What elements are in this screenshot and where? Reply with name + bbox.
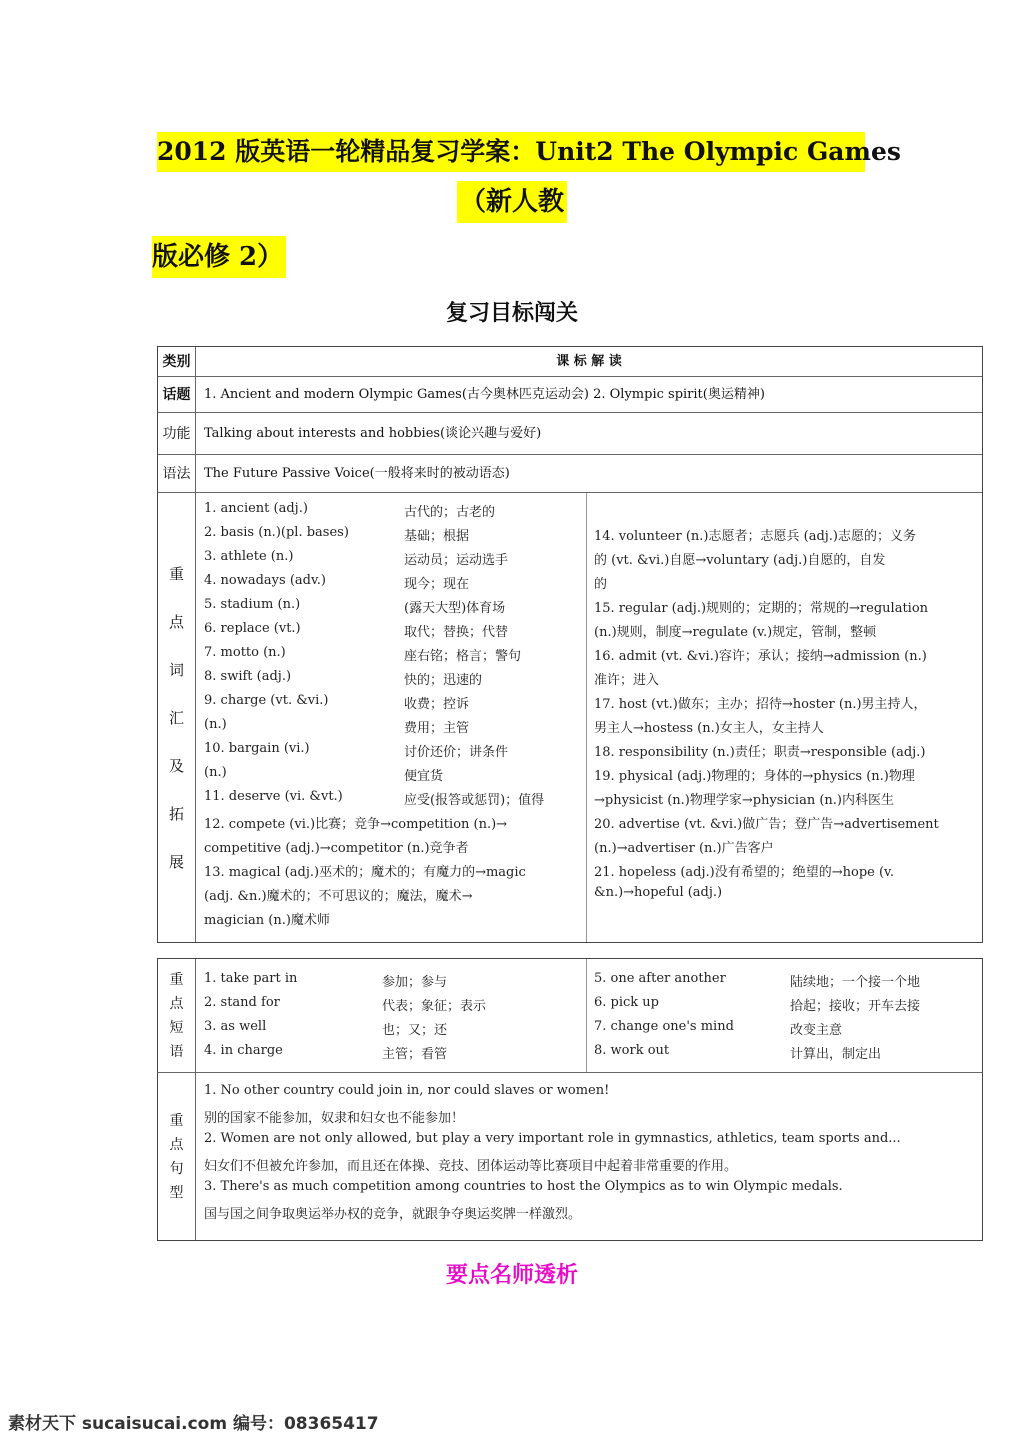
phrases-column-divider	[586, 959, 587, 1072]
vocab-word-family: 12. compete (vi.)比赛；竞争→competition (n.)→	[204, 817, 508, 832]
function-text: Talking about interests and hobbies(谈论兴趣与爱好)	[204, 426, 542, 441]
vocab-word-family: →physicist (n.)物理学家→physician (n.)内科医生	[594, 793, 894, 808]
vocab-meaning: 应受(报答或惩罚)；值得	[404, 793, 545, 808]
sentences-label-char: 重	[169, 1112, 184, 1129]
grammar-text: The Future Passive Voice(一般将来时的被动语态)	[204, 466, 510, 481]
grammar-label: 语法	[158, 455, 196, 492]
vocab-word: 4. nowadays (adv.)	[204, 573, 326, 588]
vocab-word-family: 13. magical (adj.)巫术的；魔术的；有魔力的→magic	[204, 865, 526, 880]
vocab-column-divider	[586, 493, 587, 942]
phrase-meaning: 陆续地；一个接一个地	[790, 975, 921, 990]
phrases-label	[158, 959, 196, 1072]
phrase-meaning: 主管；看管	[382, 1047, 448, 1062]
vocab-word: 7. motto (n.)	[204, 645, 286, 660]
vocab-label-char: 重	[168, 564, 184, 583]
sentence-line: 2. Women are not only allowed, but play a very important role in gymnastics, athletics, team sports and...	[204, 1131, 901, 1146]
watermark: 素材天下 sucaisucai.com 编号：08365417	[8, 1414, 379, 1434]
phrase-item: 6. pick up	[594, 995, 659, 1010]
vocab-meaning: 运动员；运动选手	[404, 553, 509, 568]
vocab-word-family: 18. responsibility (n.)责任；职责→responsible (adj.)	[594, 745, 926, 760]
function-label: 功能	[158, 413, 196, 454]
grammar-row	[158, 455, 982, 493]
vocab-label-char: 及	[168, 756, 184, 775]
vocab-word: (n.)	[204, 765, 227, 780]
vocab-word-family: competitive (adj.)→competitor (n.)竞争者	[204, 841, 469, 856]
vocab-meaning: 取代；替换；代替	[404, 625, 509, 640]
section-heading: 复习目标闯关	[445, 301, 578, 326]
vocab-word-family: 14. volunteer (n.)志愿者；志愿兵 (adj.)志愿的；义务	[594, 529, 916, 544]
topic-text: 1. Ancient and modern Olympic Games(古今奥林匹克运动会) 2. Olympic spirit(奥运精神)	[204, 387, 765, 402]
header-category: 类别	[158, 347, 196, 376]
topic-row	[158, 377, 982, 413]
vocab-word: (n.)	[204, 717, 227, 732]
sentences-label-char: 点	[169, 1136, 184, 1153]
vocab-label-char: 汇	[168, 708, 184, 727]
sentence-line: 妇女们不但被允许参加，而且还在体操、竞技、团体运动等比赛项目中起着非常重要的作用。	[204, 1159, 738, 1174]
vocab-word-family: magician (n.)魔术师	[204, 913, 330, 928]
sentence-line: 别的国家不能参加，奴隶和妇女也不能参加！	[204, 1111, 465, 1126]
phrase-item: 3. as well	[204, 1019, 267, 1034]
vocab-meaning: 古代的；古老的	[404, 505, 496, 520]
phrase-item: 2. stand for	[204, 995, 280, 1010]
sentence-line: 1. No other country could join in, nor could slaves or women!	[204, 1083, 610, 1098]
phrase-meaning: 代表；象征；表示	[382, 999, 487, 1014]
sentence-line: 国与国之间争取奥运举办权的竞争，就跟争夺奥运奖牌一样激烈。	[204, 1207, 582, 1222]
vocab-word-family: 19. physical (adj.)物理的；身体的→physics (n.)物理	[594, 769, 915, 784]
vocab-meaning: 座右铭；格言；警句	[404, 649, 522, 664]
phrase-meaning: 拾起；接收；开车去接	[790, 999, 921, 1014]
phrases-label-char: 重	[169, 971, 184, 988]
phrase-item: 5. one after another	[594, 971, 726, 986]
doc-title-line2: （新人教	[457, 181, 567, 223]
vocab-meaning: (露天大型)体育场	[404, 601, 506, 616]
vocab-word: 8. swift (adj.)	[204, 669, 292, 684]
vocab-label-char: 点	[168, 612, 184, 631]
vocab-row	[158, 493, 982, 942]
vocab-word-family: (n.)规则，制度→regulate (v.)规定，管制，整顿	[594, 625, 877, 640]
phrases-label-char: 语	[169, 1043, 184, 1060]
vocab-word: 3. athlete (n.)	[204, 549, 294, 564]
vocab-word-family: &n.)→hopeful (adj.)	[594, 885, 723, 900]
vocab-meaning: 费用；主管	[404, 721, 470, 736]
vocab-word-family: 17. host (vt.)做东；主办；招待→hoster (n.)男主持人，	[594, 697, 927, 712]
vocab-word: 6. replace (vt.)	[204, 621, 301, 636]
vocab-meaning: 便宜货	[404, 769, 444, 784]
function-row	[158, 413, 982, 455]
sentences-label	[158, 1073, 196, 1240]
vocab-label-char: 词	[168, 660, 184, 679]
vocab-word: 11. deserve (vi. &vt.)	[204, 789, 343, 804]
sentence-line: 3. There's as much competition among countries to host the Olympics as to win Olympic medals.	[204, 1179, 843, 1194]
vocab-label	[158, 493, 196, 942]
vocab-word-family: 21. hopeless (adj.)没有希望的；绝望的→hope (v.	[594, 865, 894, 880]
vocab-word: 5. stadium (n.)	[204, 597, 301, 612]
vocab-meaning: 快的；迅速的	[404, 673, 483, 688]
vocab-word-family: (adj. &n.)魔术的；不可思议的；魔法，魔术→	[204, 889, 473, 904]
vocab-word: 2. basis (n.)(pl. bases)	[204, 525, 349, 540]
vocab-word-family: (n.)→advertiser (n.)广告客户	[594, 841, 774, 856]
phrase-meaning: 计算出，制定出	[790, 1047, 882, 1062]
vocab-word-family: 的	[594, 577, 608, 592]
vocab-word-family: 的 (vt. &vi.)自愿→voluntary (adj.)自愿的，自发	[594, 553, 886, 568]
footer-heading: 要点名师透析	[445, 1263, 578, 1288]
vocab-word-family: 男主人→hostess (n.)女主人，女主持人	[594, 721, 824, 736]
vocab-word: 1. ancient (adj.)	[204, 501, 308, 516]
vocab-word: 10. bargain (vi.)	[204, 741, 310, 756]
objectives-table	[157, 346, 983, 943]
phrases-label-char: 点	[169, 995, 184, 1012]
phrase-meaning: 改变主意	[790, 1023, 843, 1038]
vocab-word-family: 15. regular (adj.)规则的；定期的；常规的→regulation	[594, 601, 929, 616]
phrase-meaning: 也；又；还	[382, 1023, 448, 1038]
vocab-meaning: 讨价还价；讲条件	[404, 745, 509, 760]
vocab-label-char: 拓	[168, 804, 184, 823]
sentences-label-char: 型	[169, 1184, 184, 1201]
doc-title-line3: 版必修 2）	[152, 236, 286, 278]
header-content: 课 标 解 读	[556, 354, 622, 369]
phrases-label-char: 短	[169, 1019, 184, 1036]
sentences-label-char: 句	[169, 1160, 184, 1177]
vocab-word-family: 16. admit (vt. &vi.)容许；承认；接纳→admission (n.)	[594, 649, 927, 664]
phrase-item: 7. change one's mind	[594, 1019, 734, 1034]
vocab-label-char: 展	[168, 852, 184, 871]
vocab-word-family: 准许；进入	[594, 673, 660, 688]
vocab-meaning: 现今；现在	[404, 577, 470, 592]
vocab-meaning: 基础；根据	[404, 529, 470, 544]
phrase-meaning: 参加；参与	[382, 975, 448, 990]
phrases-table	[157, 958, 983, 1073]
topic-label: 话题	[158, 377, 196, 412]
phrase-item: 4. in charge	[204, 1043, 283, 1058]
sentences-table	[157, 1073, 983, 1241]
doc-title-line1: 2012 版英语一轮精品复习学案：Unit2 The Olympic Games	[157, 132, 865, 172]
vocab-word: 9. charge (vt. &vi.)	[204, 693, 329, 708]
table-header-row	[158, 347, 982, 377]
phrase-item: 1. take part in	[204, 971, 298, 986]
vocab-word-family: 20. advertise (vt. &vi.)做广告；登广告→advertisement	[594, 817, 939, 832]
phrase-item: 8. work out	[594, 1043, 670, 1058]
vocab-meaning: 收费；控诉	[404, 697, 470, 712]
